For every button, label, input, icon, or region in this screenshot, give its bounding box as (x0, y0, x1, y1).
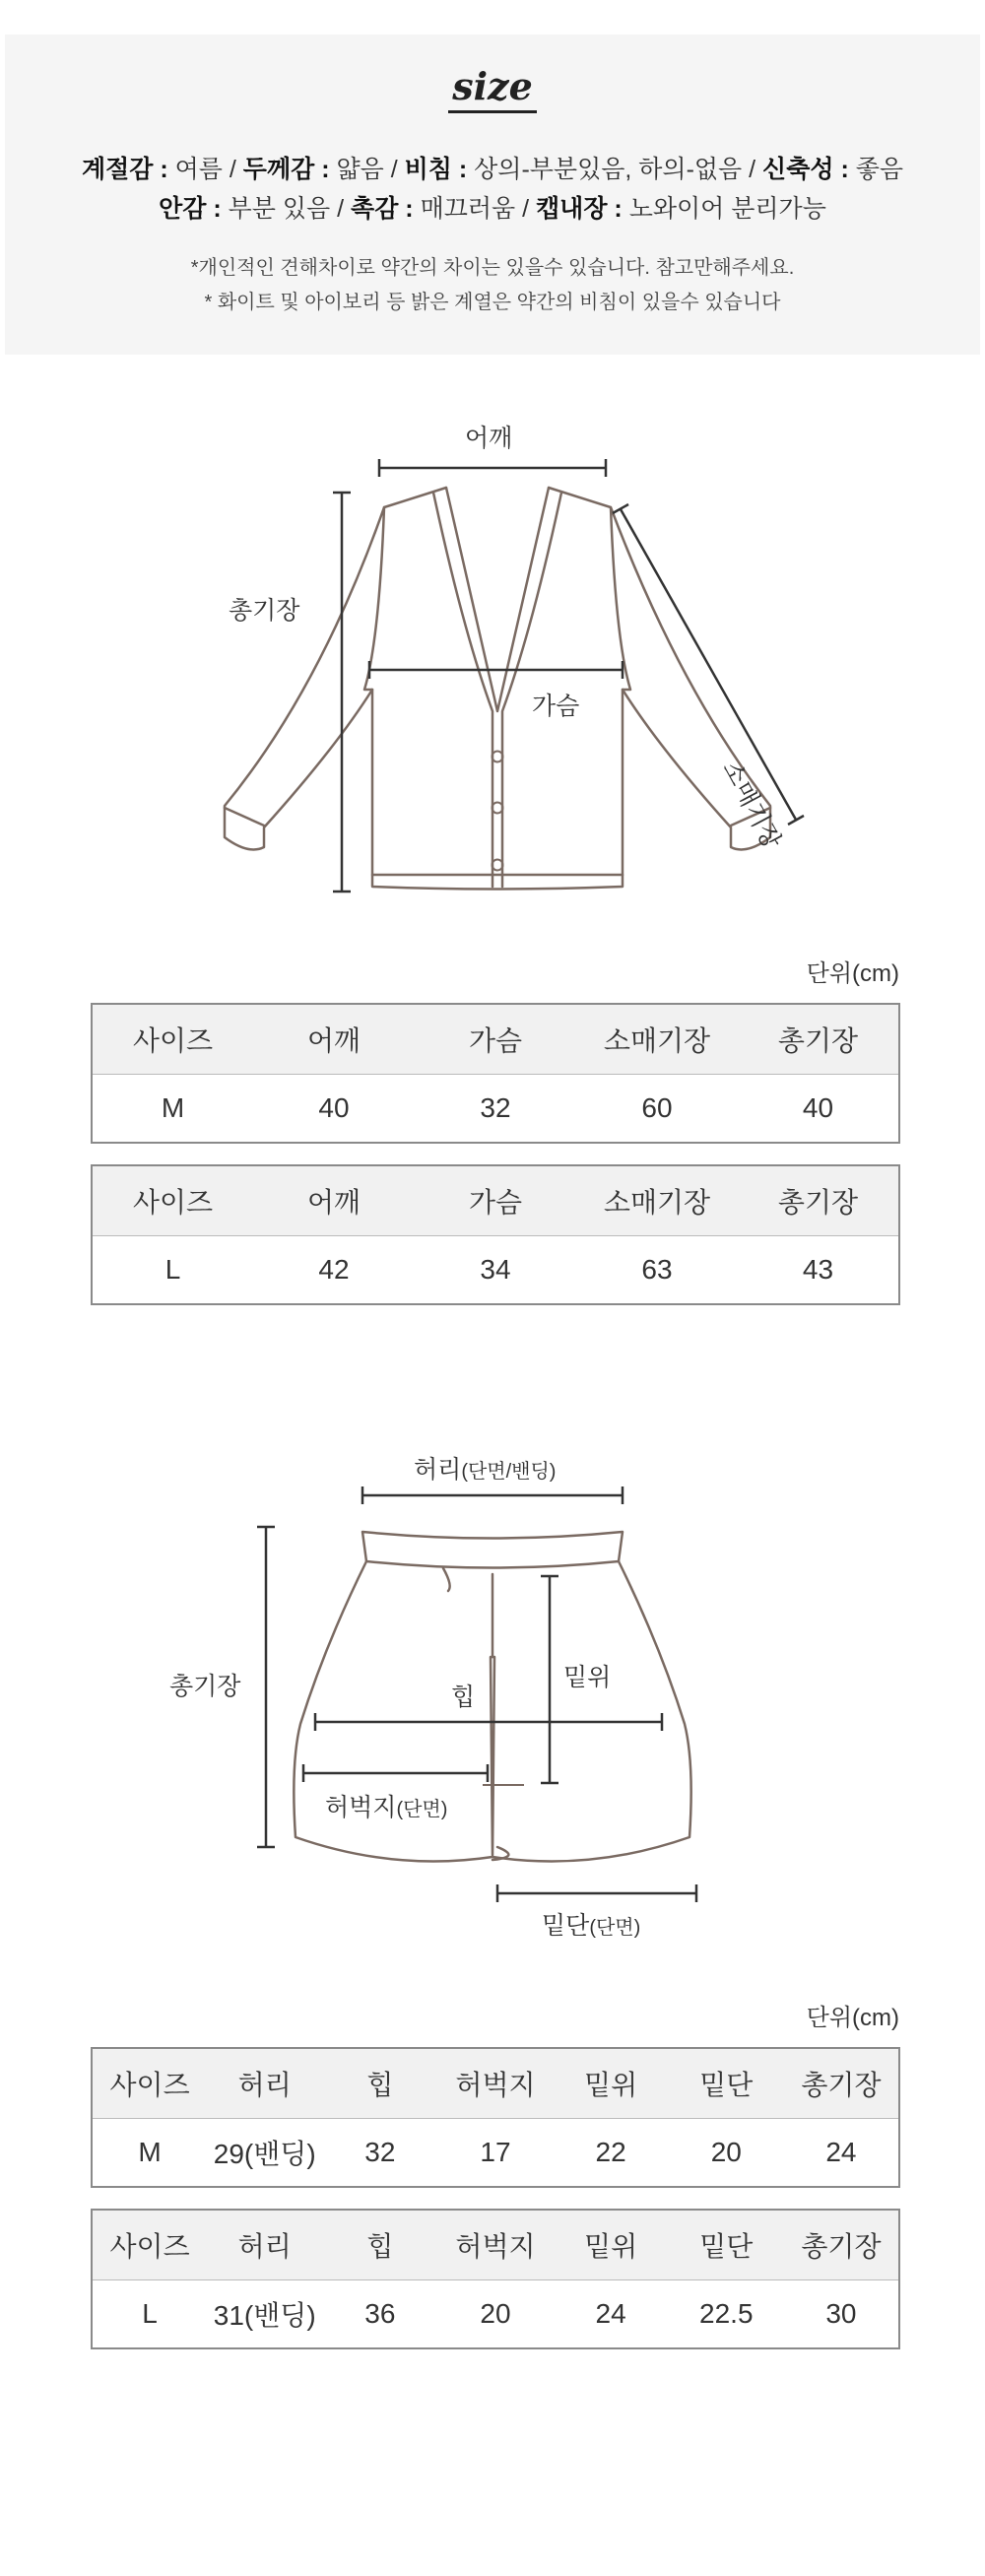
label-thigh: 허벅지(단면) (325, 1794, 448, 1821)
label-shoulder: 어깨 (465, 425, 513, 452)
cardigan-diagram (0, 394, 985, 906)
cardigan-outline (225, 488, 770, 890)
note-line-1: *개인적인 견해차이로 약간의 차이는 있을수 있습니다. 참고만해주세요. (190, 257, 795, 279)
bottom-size-table-l (91, 2209, 900, 2349)
cardigan-measure-lines (333, 459, 804, 892)
shorts-diagram (0, 1468, 985, 1941)
label-waist: 허리(단면/밴딩) (414, 1456, 557, 1484)
info-line-1: 계절감 : 여름 / 두께감 : 얇음 / 비침 : 상의-부분있음, 하의-없음 / 신축성 : 좋음 (81, 156, 904, 183)
bottom-size-table-m (91, 2047, 900, 2188)
info-line-2: 안감 : 부분 있음 / 촉감 : 매끄러움 / 캡내장 : 노와이어 분리가능 (159, 195, 826, 223)
table-header-row: 사이즈 어깨 가슴 소매기장 총기장 (92, 1004, 899, 1075)
label-hip: 힙 (451, 1684, 476, 1711)
unit-label-top: 단위(cm) (806, 960, 899, 987)
size-info-box (5, 34, 980, 355)
label-shorts-length: 총기장 (169, 1673, 241, 1700)
unit-label-bottom: 단위(cm) (806, 2005, 899, 2031)
label-chest: 가슴 (532, 693, 580, 720)
label-sleeve-length: 소매기장 (716, 756, 787, 854)
label-rise: 밑위 (563, 1664, 612, 1691)
table-row: L 42 34 63 43 (92, 1236, 899, 1305)
label-hem: 밑단(단면) (542, 1912, 641, 1940)
top-size-table-m (91, 1003, 900, 1144)
table-header-row: 사이즈 어깨 가슴 소매기장 총기장 (92, 1165, 899, 1236)
table-row: M 40 32 60 40 (92, 1075, 899, 1144)
table-row: M 29(밴딩) 32 17 22 20 24 (92, 2119, 899, 2188)
note-line-2: * 화이트 및 아이보리 등 밝은 계열은 약간의 비침이 있을수 있습니다 (204, 292, 781, 313)
top-size-table-l (91, 1164, 900, 1305)
shorts-measure-lines (257, 1486, 696, 1902)
table-header-row: 사이즈 허리 힙 허벅지 밑위 밑단 총기장 (92, 2048, 899, 2119)
table-row: L 31(밴딩) 36 20 24 22.5 30 (92, 2280, 899, 2349)
label-total-length: 총기장 (229, 597, 300, 625)
table-header-row: 사이즈 허리 힙 허벅지 밑위 밑단 총기장 (92, 2210, 899, 2280)
size-title: size (5, 64, 980, 108)
